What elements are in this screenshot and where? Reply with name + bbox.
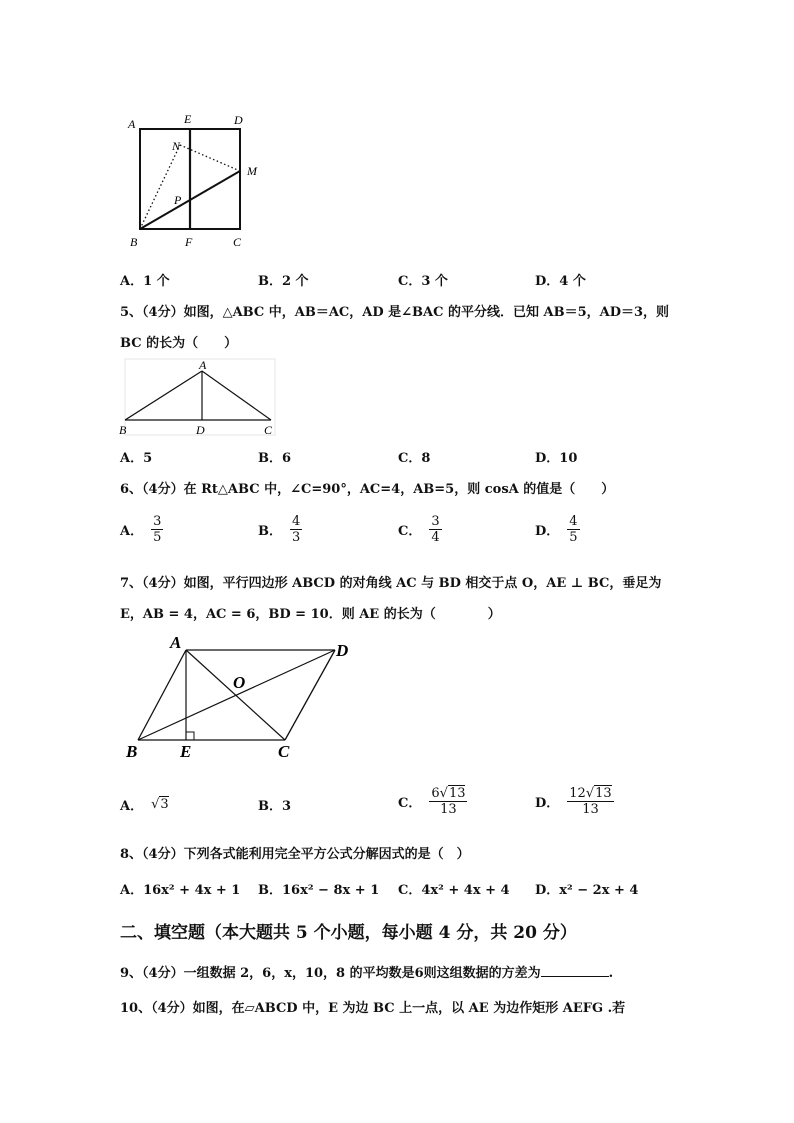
q6-option-b: [258, 514, 302, 545]
q5-option-d: D．10: [535, 451, 578, 466]
q6-option-b-fraction: $\frac{4}{3}$: [292, 514, 301, 545]
label-M: M: [247, 164, 257, 178]
label-A: A: [128, 117, 136, 131]
parallelogram-figure: [120, 630, 360, 770]
label-C: C: [233, 235, 242, 249]
q6-option-a-fraction: $\frac{3}{5}$: [153, 514, 162, 545]
q5-text-line1: 5、（4分）如图，△ABC 中，AB＝AC，AD 是∠BAC 的平分线．已知 AB＝5，AD＝3，则: [120, 305, 670, 320]
square-figure: [118, 108, 278, 253]
q7-option-c-fraction: $\frac{6√13}{13}$: [431, 786, 466, 817]
label-N: N: [172, 139, 181, 153]
q6-option-c-fraction: $\frac{3}{4}$: [431, 514, 440, 545]
q4-option-c: C．3 个: [398, 274, 448, 289]
q6-option-b-label: B．: [258, 524, 282, 539]
q7-text-line1: 7、（4分）如图，平行四边形 ABCD 的对角线 AC 与 BD 相交于点 O，AE ⊥ BC，垂足为: [120, 576, 662, 591]
q6-option-d: [535, 514, 580, 545]
q5-option-a: A．5: [120, 451, 153, 466]
q6-option-d-fraction: $\frac{4}{5}$: [569, 514, 578, 545]
q6-option-a-label: A．: [120, 524, 144, 539]
q7-option-d: D． $\frac{12√13}{13}$: [535, 786, 612, 817]
q8-option-c: C．4x² + 4x + 4: [398, 883, 510, 898]
q8-option-a: A．16x² + 4x + 1: [120, 883, 241, 898]
q7-label-A: A: [170, 633, 182, 652]
q7-option-b: B．3: [258, 799, 292, 814]
label-E: E: [184, 112, 192, 126]
q7-label-B: B: [126, 742, 138, 761]
q6-option-c: [398, 514, 442, 545]
q8-option-d: D．x² − 2x + 4: [535, 883, 639, 898]
q7-text-line2: E，AB = 4，AC = 6，BD = 10．则 AE 的长为（ ）: [120, 607, 501, 622]
q7-label-O: O: [233, 673, 246, 692]
q4-option-a: A．1 个: [120, 274, 170, 289]
q6-option-c-label: C．: [398, 524, 422, 539]
isosceles-triangle-figure: [115, 358, 280, 440]
q7-label-D: D: [336, 641, 349, 660]
q5-label-A: A: [199, 358, 207, 372]
section-2-title: 二、填空题（本大题共 5 个小题，每小题 4 分，共 20 分）: [120, 923, 577, 943]
q7-option-c: C． $\frac{6√13}{13}$: [398, 786, 466, 817]
q4-option-b: B．2 个: [258, 274, 309, 289]
q9-answer-blank[interactable]: [541, 964, 609, 977]
q5-text-line2: BC 的长为（ ）: [120, 336, 238, 351]
q5-option-c: C．8: [398, 451, 431, 466]
q10-text: 10、（4分）如图，在▱ABCD 中，E 为边 BC 上一点，以 AE 为边作矩形 AEFG .若: [120, 1001, 626, 1016]
q8-option-b: B．16x² − 8x + 1: [258, 883, 380, 898]
label-D: D: [234, 113, 243, 127]
q9-text: 9、（4分）一组数据 2，6，x，10，8 的平均数是6则这组数据的方差为 .: [120, 966, 614, 981]
q6-text: 6、（4分）在 Rt△ABC 中，∠C=90°，AC=4，AB=5，则 cosA 的值是（ ）: [120, 482, 615, 497]
q4-option-d: D．4 个: [535, 274, 586, 289]
q5-option-b: B．6: [258, 451, 292, 466]
q5-label-C: C: [264, 423, 273, 437]
label-F: F: [185, 235, 193, 249]
q7-label-C: C: [278, 742, 290, 761]
q7-option-a: A． √3: [120, 797, 169, 814]
label-B: B: [130, 235, 138, 249]
q6-option-d-label: D．: [535, 524, 560, 539]
q7-label-E: E: [180, 742, 192, 761]
q5-label-D: D: [196, 423, 205, 437]
q8-text: 8、（4分）下列各式能利用完全平方公式分解因式的是（ ）: [120, 847, 470, 862]
q6-option-a: [120, 514, 163, 545]
q5-label-B: B: [119, 423, 127, 437]
label-P: P: [174, 193, 182, 207]
q7-option-d-fraction: $\frac{12√13}{13}$: [569, 786, 612, 817]
